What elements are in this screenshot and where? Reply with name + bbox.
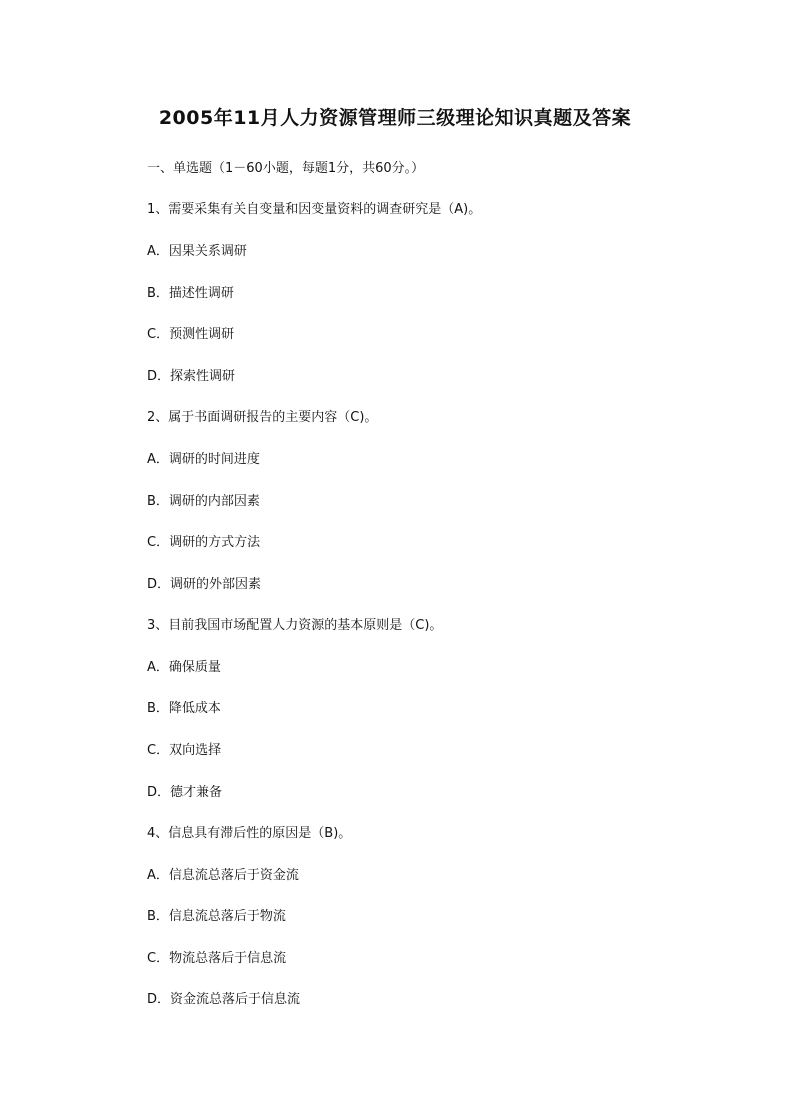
answer-option: A．调研的时间进度 (147, 452, 260, 467)
question-stem: 1、需要采集有关自变量和因变量资料的调查研究是（A)。 (147, 202, 482, 217)
question-stem: 4、信息具有滞后性的原因是（B)。 (147, 826, 352, 841)
answer-option: C．双向选择 (147, 743, 222, 758)
answer-option: C．预测性调研 (147, 327, 235, 342)
answer-option: A．信息流总落后于资金流 (147, 868, 299, 883)
section-header: 一、单选题（1－60小题，每题1分，共60分。） (147, 161, 425, 176)
answer-option: A．因果关系调研 (147, 244, 247, 259)
answer-option: B．调研的内部因素 (147, 494, 260, 509)
question-stem: 3、目前我国市场配置人力资源的基本原则是（C)。 (147, 618, 443, 633)
answer-option: D．调研的外部因素 (147, 577, 262, 592)
answer-option: C．调研的方式方法 (147, 535, 261, 550)
answer-option: D．资金流总落后于信息流 (147, 992, 301, 1007)
answer-option: D．德才兼备 (147, 785, 223, 800)
answer-option: B．降低成本 (147, 701, 221, 716)
question-stem: 2、属于书面调研报告的主要内容（C)。 (147, 410, 378, 425)
document-title: 2005年11月人力资源管理师三级理论知识真题及答案 (158, 107, 632, 129)
answer-option: D．探索性调研 (147, 369, 236, 384)
answer-option: A．确保质量 (147, 660, 221, 675)
answer-option: B．描述性调研 (147, 286, 234, 301)
answer-option: B．信息流总落后于物流 (147, 909, 286, 924)
answer-option: C．物流总落后于信息流 (147, 951, 287, 966)
